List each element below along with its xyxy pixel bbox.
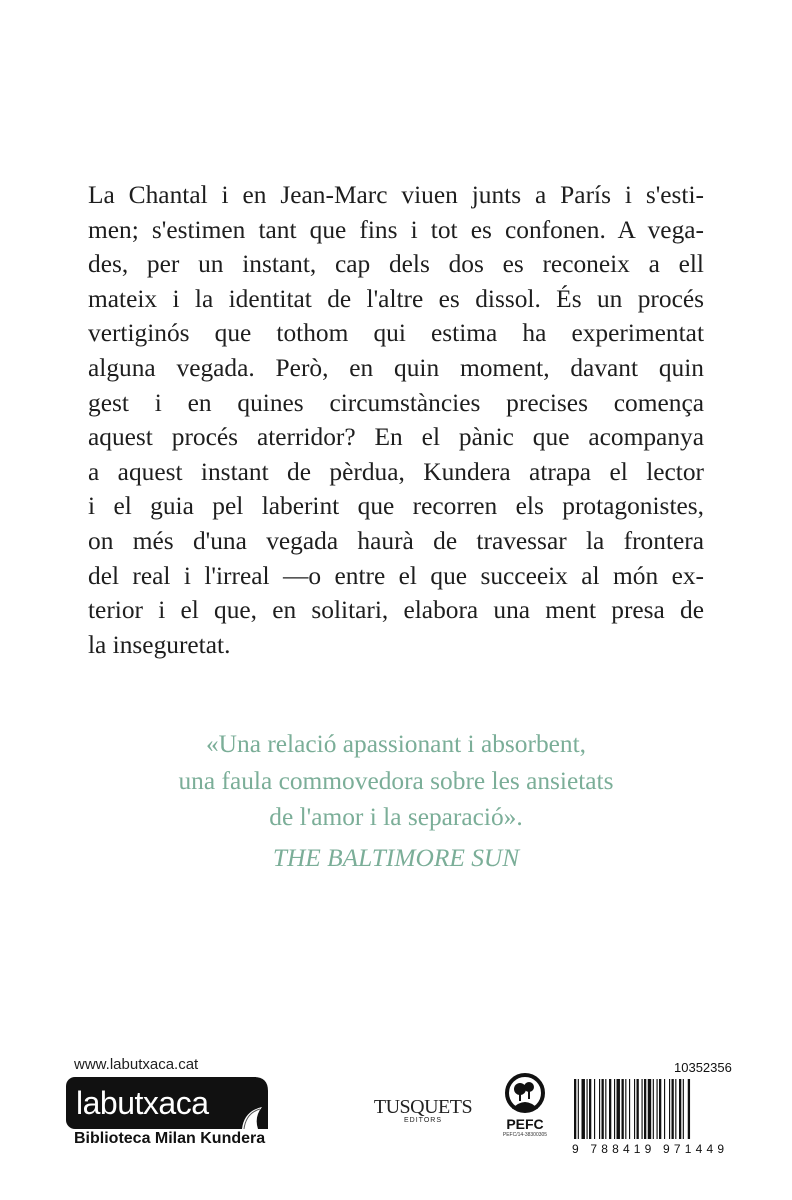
- barcode-bar: [582, 1079, 585, 1139]
- barcode-bar: [672, 1079, 674, 1139]
- isbn-barcode: [570, 1077, 728, 1157]
- barcode-bar: [599, 1079, 600, 1139]
- barcode-bar: [659, 1079, 661, 1139]
- barcode-bar: [609, 1079, 611, 1139]
- blurb-line: i el guia pel laberint que recorren els protagonistes,: [88, 492, 704, 521]
- barcode-bar: [578, 1079, 579, 1139]
- barcode-bar: [622, 1079, 624, 1139]
- barcode-bar: [625, 1079, 626, 1139]
- barcode-bar: [683, 1079, 684, 1139]
- barcode-bar: [679, 1079, 681, 1139]
- barcode-bar: [594, 1079, 595, 1139]
- publisher-subtitle: EDITORS: [404, 1117, 442, 1124]
- barcode-bar: [617, 1079, 620, 1139]
- barcode-bar: [664, 1079, 665, 1139]
- barcode-bar: [589, 1079, 591, 1139]
- publisher-name: TUSQUETS: [373, 1096, 473, 1118]
- barcode-bar: [605, 1079, 606, 1139]
- blurb-line: mateix i la identitat de l'altre es dissol. És un procés: [88, 284, 704, 313]
- blurb-line: terior i el que, en solitari, elabora una ment presa de: [88, 596, 704, 625]
- website-url[interactable]: www.labutxaca.cat: [74, 1056, 199, 1073]
- barcode-bar: [688, 1079, 690, 1139]
- quote-line: de l'amor i la separació».: [269, 803, 523, 832]
- barcode-bar: [602, 1079, 604, 1139]
- collection-name: Biblioteca Milan Kundera: [74, 1130, 266, 1147]
- barcode-bar: [634, 1079, 635, 1139]
- blurb-line: gest i en quines circumstàncies precises comença: [88, 388, 704, 417]
- blurb-line: La Chantal i en Jean-Marc viuen junts a París i s'esti-: [88, 181, 704, 209]
- blurb-line: des, per un instant, cap dels dos es reconeix a ell: [88, 250, 704, 279]
- page-curl-icon: [228, 1077, 268, 1129]
- blurb-line: on més d'una vegada haurà de travessar la frontera: [88, 526, 704, 555]
- pefc-tree-icon: [502, 1073, 548, 1113]
- barcode-bar: [614, 1079, 615, 1139]
- barcode-bar: [675, 1079, 676, 1139]
- blurb-line: a aquest instant de pèrdua, Kundera atrapa el lector: [88, 457, 704, 486]
- barcode-bar: [587, 1079, 588, 1139]
- barcode-bar: [574, 1079, 576, 1139]
- barcode-bar: [644, 1079, 646, 1139]
- blurb-line: aquest procés aterridor? En el pànic que acompanya: [88, 423, 704, 452]
- pefc-certification: [492, 1073, 558, 1138]
- quote-line: una faula commovedora sobre les ansietats: [178, 766, 614, 795]
- pefc-code: PEFC/14-38300305: [502, 1132, 548, 1138]
- pefc-label: PEFC: [506, 1116, 544, 1132]
- barcode-bar: [629, 1079, 630, 1139]
- catalog-number: 10352356: [674, 1060, 732, 1075]
- barcode-bar: [653, 1079, 654, 1139]
- review-quote: [88, 726, 704, 876]
- quote-line: «Una relació apassionant i absorbent,: [205, 730, 587, 758]
- barcode-bar: [637, 1079, 639, 1139]
- blurb-line: men; s'estimen tant que fins i tot es confonen. A vega-: [88, 215, 704, 244]
- barcode-bar: [642, 1079, 643, 1139]
- barcode-bar: [657, 1079, 658, 1139]
- labutxaca-logo: labutxaca: [66, 1077, 256, 1129]
- blurb-line: la inseguretat.: [88, 630, 231, 659]
- blurb-line: alguna vegada. Però, en quin moment, davant quin: [88, 353, 704, 382]
- blurb-text: [88, 178, 704, 662]
- barcode-bar: [669, 1079, 670, 1139]
- publisher-logo: [358, 1096, 488, 1124]
- barcode-bar: [648, 1079, 651, 1139]
- blurb-line: del real i l'irreal —o entre el que succeeix al món ex-: [88, 561, 704, 590]
- isbn-digits: 9 788419 971449: [572, 1142, 724, 1156]
- quote-source: THE BALTIMORE SUN: [272, 843, 520, 872]
- blurb-line: vertiginós que tothom qui estima ha experimentat: [88, 319, 704, 348]
